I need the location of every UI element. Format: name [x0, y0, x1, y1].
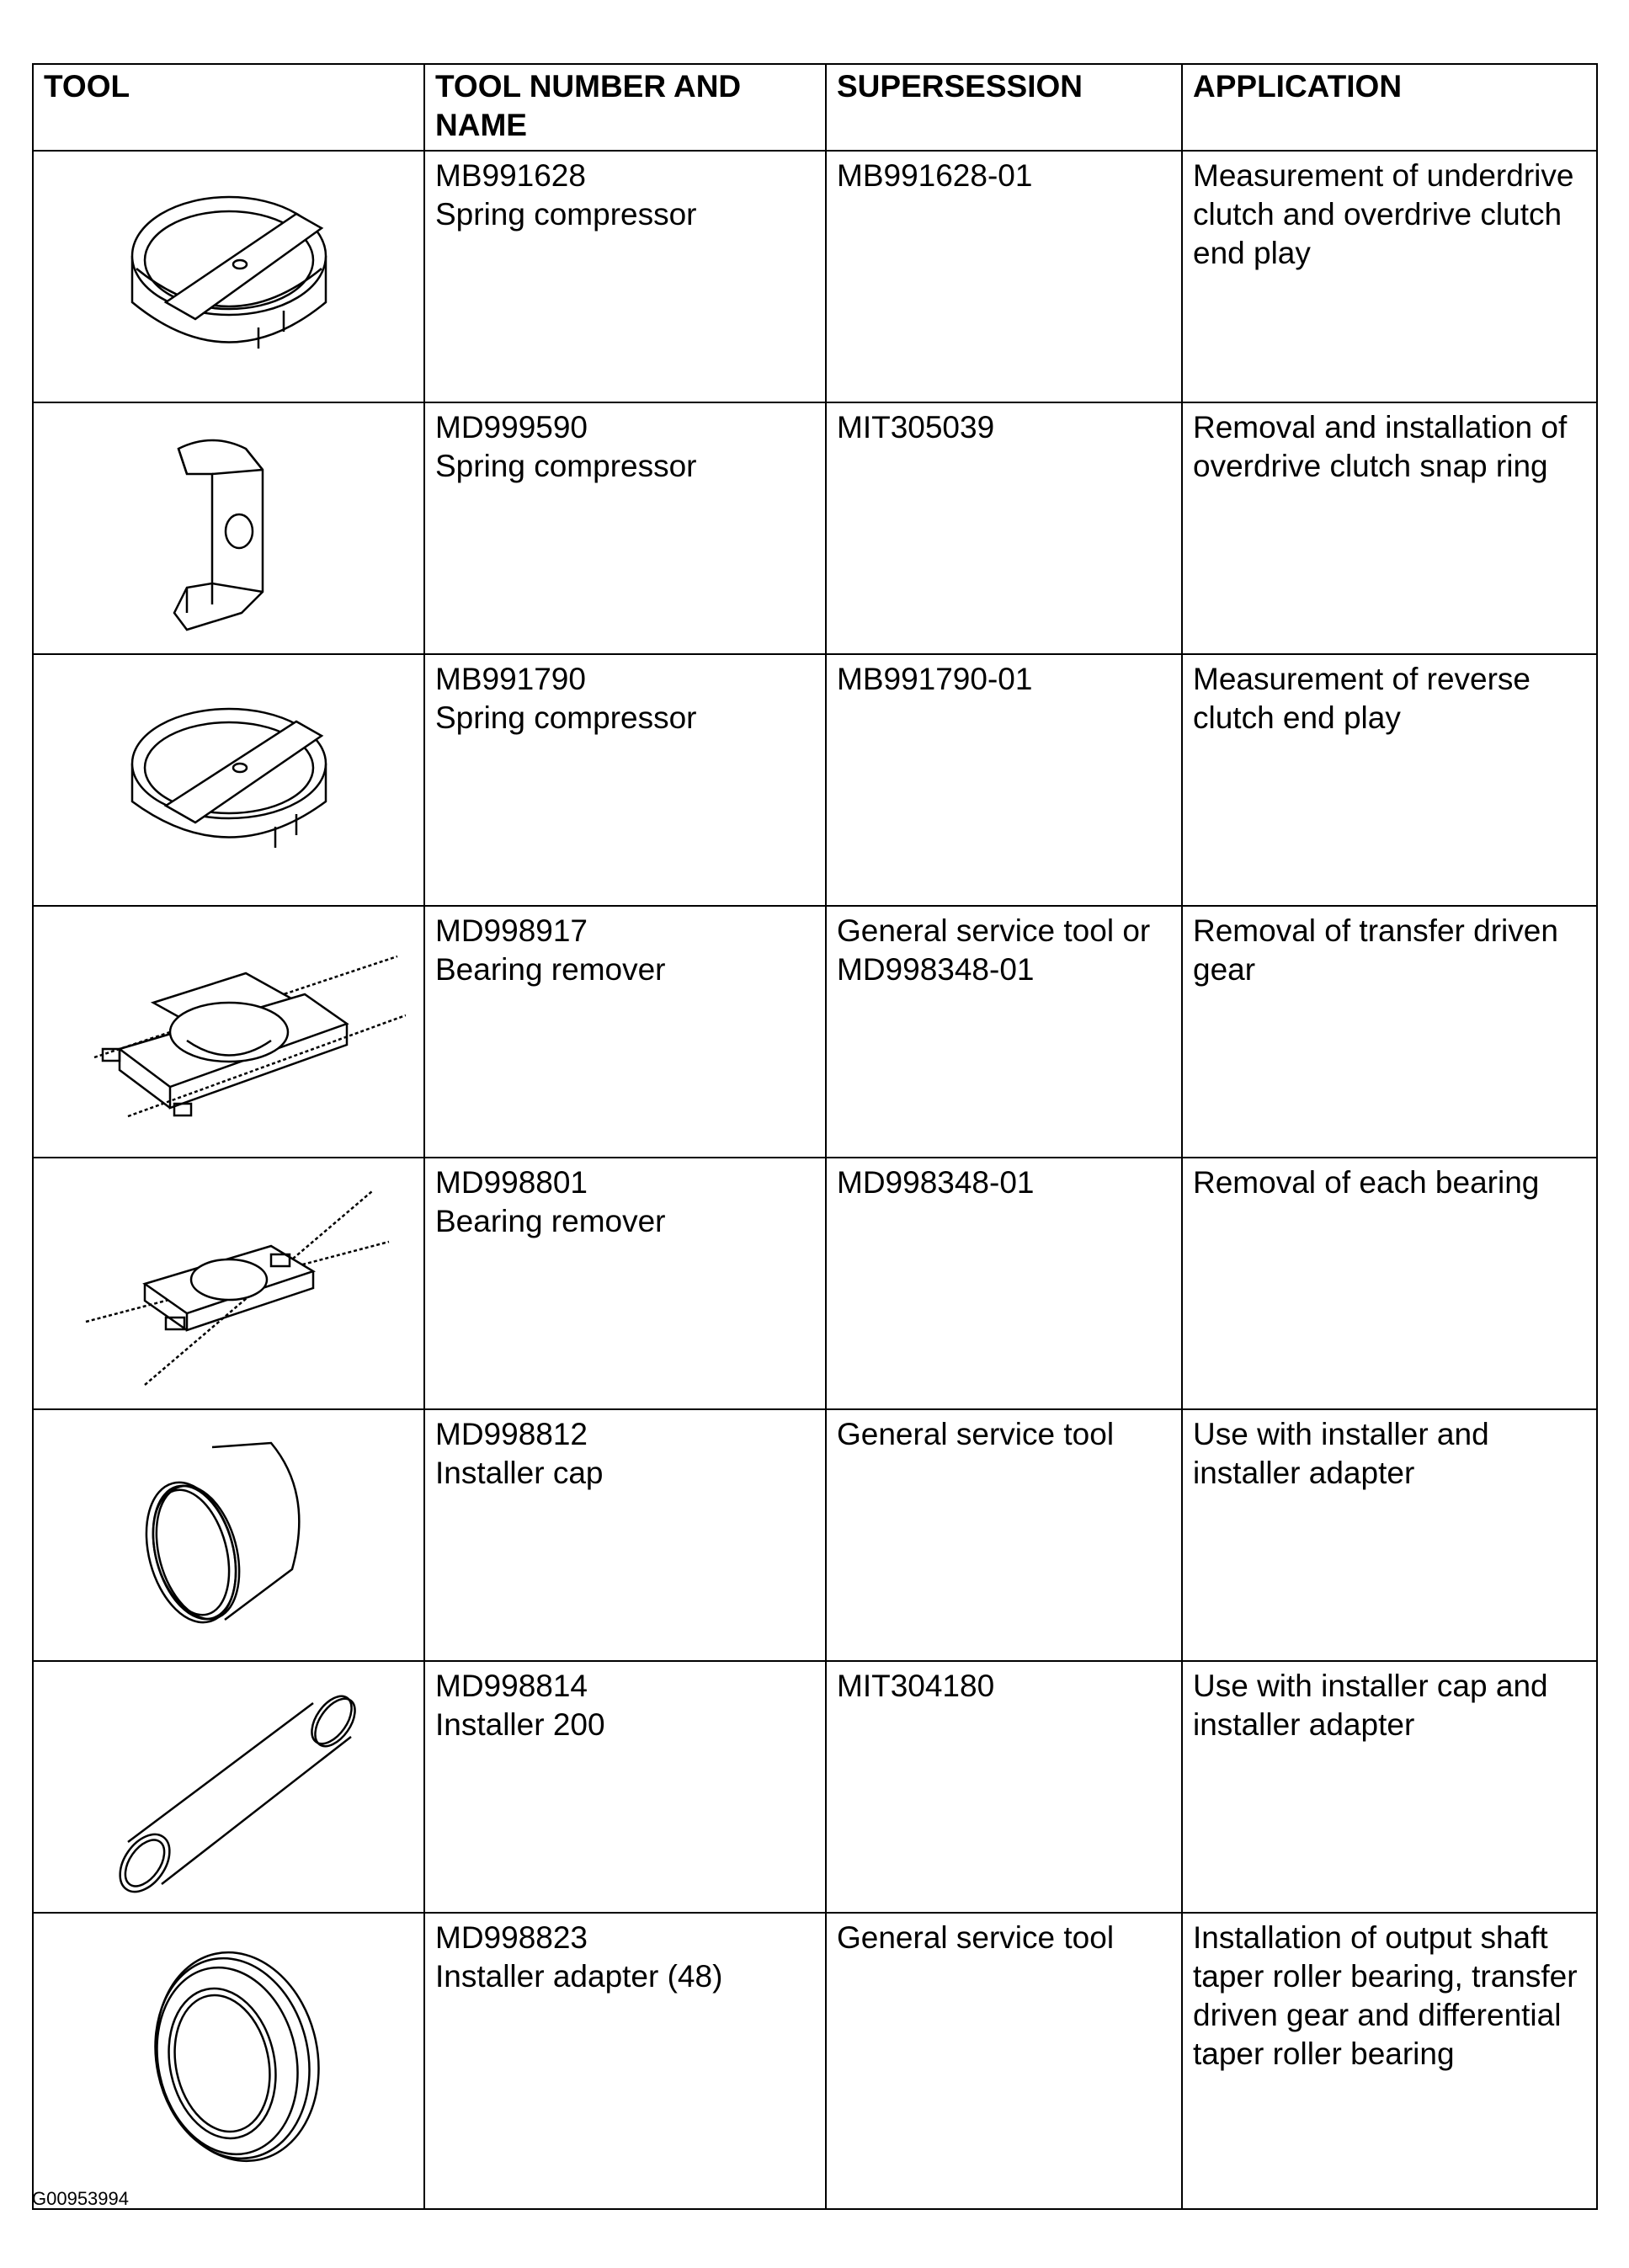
- tool-number-and-name-cell: [424, 1661, 826, 1913]
- installer-tube-icon: [86, 1678, 372, 1897]
- supersession-cell: General service tool: [826, 1409, 1182, 1661]
- tool-number-and-name-cell: [424, 151, 826, 402]
- supersession-cell: MIT305039: [826, 402, 1182, 654]
- application-cell: Use with installer cap and installer adapter: [1182, 1661, 1597, 1913]
- tool-name: Installer adapter (48): [435, 1959, 723, 1994]
- supersession-cell: MIT304180: [826, 1661, 1182, 1913]
- application-cell: Measurement of underdrive clutch and overdrive clutch end play: [1182, 151, 1597, 402]
- tool-name: Bearing remover: [435, 952, 666, 987]
- tool-number: MD999590: [435, 410, 588, 445]
- table-row: [33, 1913, 1597, 2209]
- table-row: [33, 151, 1597, 402]
- spring-compressor-ring-icon: [115, 684, 343, 877]
- tool-number-and-name-cell: [424, 1158, 826, 1409]
- tool-number: MD998823: [435, 1920, 588, 1955]
- supersession-cell: MB991790-01: [826, 654, 1182, 906]
- table-row: [33, 402, 1597, 654]
- bearing-separator-icon: [61, 1174, 397, 1393]
- tool-illustration-cell: [33, 1661, 424, 1913]
- supersession-cell: General service tool or MD998348-01: [826, 906, 1182, 1158]
- tool-illustration-cell: [33, 1913, 424, 2209]
- column-header-application: APPLICATION: [1182, 64, 1597, 151]
- application-cell: Removal of transfer driven gear: [1182, 906, 1597, 1158]
- column-header-tool: TOOL: [33, 64, 424, 151]
- table-row: [33, 654, 1597, 906]
- bearing-separator-icon: [52, 923, 406, 1142]
- spring-compressor-ring-icon: [115, 176, 343, 378]
- tool-number: MB991628: [435, 158, 586, 193]
- tool-number: MD998814: [435, 1669, 588, 1703]
- tool-illustration-cell: [33, 151, 424, 402]
- tool-illustration-cell: [33, 1409, 424, 1661]
- column-header-tool-number-and-name: TOOL NUMBER AND NAME: [424, 64, 826, 151]
- table-row: [33, 1158, 1597, 1409]
- column-header-supersession: SUPERSESSION: [826, 64, 1182, 151]
- installer-adapter-icon: [128, 1939, 330, 2183]
- spring-compressor-bracket-icon: [162, 423, 296, 634]
- tool-name: Spring compressor: [435, 449, 697, 483]
- tool-name: Bearing remover: [435, 1204, 666, 1238]
- tool-number: MD998812: [435, 1417, 588, 1451]
- table-row: [33, 906, 1597, 1158]
- installer-cap-icon: [132, 1426, 326, 1645]
- special-tools-table: [32, 63, 1598, 2210]
- tool-name: Spring compressor: [435, 700, 697, 735]
- application-cell: Measurement of reverse clutch end play: [1182, 654, 1597, 906]
- tool-illustration-cell: [33, 654, 424, 906]
- figure-id: G00953994: [32, 2188, 129, 2209]
- tool-number: MD998917: [435, 913, 588, 948]
- application-cell: Removal of each bearing: [1182, 1158, 1597, 1409]
- table-row: [33, 1661, 1597, 1913]
- tool-number-and-name-cell: [424, 1409, 826, 1661]
- tool-number-and-name-cell: [424, 654, 826, 906]
- application-cell: Removal and installation of overdrive clutch snap ring: [1182, 402, 1597, 654]
- supersession-cell: General service tool: [826, 1913, 1182, 2209]
- application-cell: Use with installer and installer adapter: [1182, 1409, 1597, 1661]
- tool-name: Installer cap: [435, 1456, 604, 1490]
- table-header-row: [33, 64, 1597, 151]
- tool-illustration-cell: [33, 402, 424, 654]
- application-cell: Installation of output shaft taper roller bearing, transfer driven gear and differential taper roller bearing: [1182, 1913, 1597, 2209]
- tool-illustration-cell: [33, 1158, 424, 1409]
- tool-number-and-name-cell: [424, 402, 826, 654]
- tool-illustration-cell: [33, 906, 424, 1158]
- tool-number-and-name-cell: [424, 906, 826, 1158]
- table-row: [33, 1409, 1597, 1661]
- tool-name: Installer 200: [435, 1707, 605, 1742]
- supersession-cell: MB991628-01: [826, 151, 1182, 402]
- tool-name: Spring compressor: [435, 197, 697, 232]
- tool-number: MD998801: [435, 1165, 588, 1200]
- tool-number: MB991790: [435, 662, 586, 696]
- supersession-cell: MD998348-01: [826, 1158, 1182, 1409]
- tool-number-and-name-cell: [424, 1913, 826, 2209]
